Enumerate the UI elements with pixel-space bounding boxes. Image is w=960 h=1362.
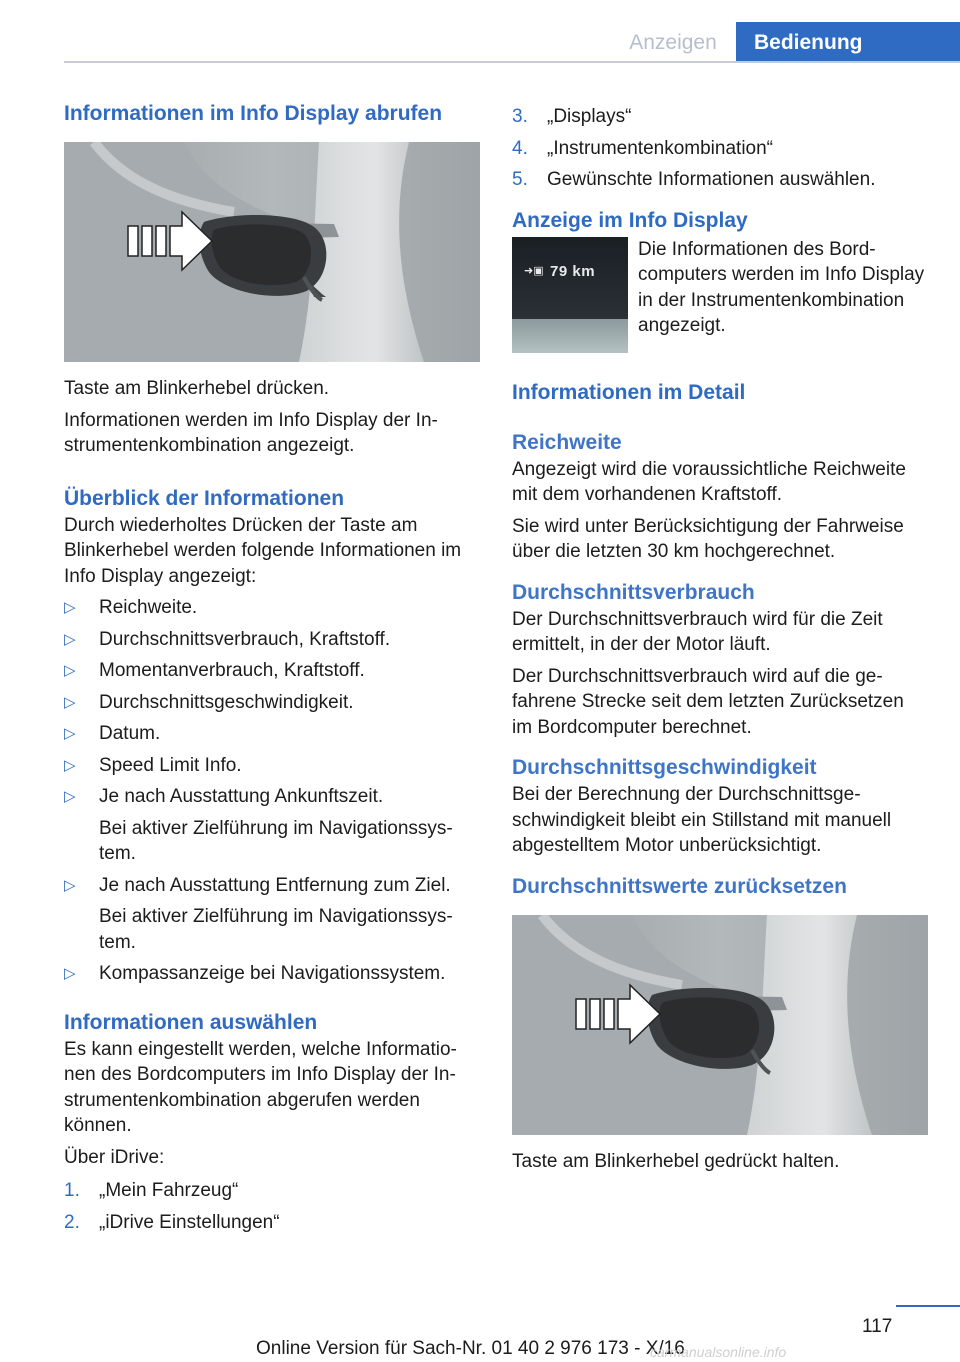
left-column: [64, 100, 480, 1241]
list-item-text: Je nach Ausstattung Entfernung zum Ziel.: [99, 874, 451, 896]
stalk-illustration: [512, 915, 928, 1135]
list-item: [64, 658, 480, 684]
heading-zuruecksetzen: Durchschnittswerte zurücksetzen: [512, 874, 847, 898]
heading-info-display-abrufen: Informationen im Info Display abrufen: [64, 102, 443, 125]
list-item: [64, 873, 480, 956]
footer-version: Online Version für Sach-Nr. 01 40 2 976 173 - X/16: [256, 1338, 685, 1359]
step-item: [64, 1210, 480, 1236]
triangle-bullet-icon: ▷: [64, 630, 76, 648]
heading-informationen-detail: Informationen im Detail: [512, 380, 746, 404]
triangle-bullet-icon: ▷: [64, 599, 76, 616]
list-item-text: Reichweite.: [99, 597, 198, 618]
step-text: „Displays“: [547, 106, 632, 127]
header-tab-bedienung: Bedienung: [736, 22, 960, 62]
text-anzeige: Die Informationen des Bordcomputers werden im Info Display in der Instrumentenkombination angezeigt.: [638, 238, 925, 336]
list-item-subtext: Bei aktiver Zielführung im Navigationssystem.: [99, 817, 453, 864]
step-item: [512, 136, 928, 162]
list-item: [64, 961, 480, 987]
display-band: [512, 319, 628, 353]
list-item: [64, 690, 480, 716]
step-number: 1.: [64, 1180, 80, 1201]
heading-reichweite: Reichweite: [512, 430, 622, 454]
text-es-kann: Es kann eingestellt werden, welche Informationen des Bordcomputers im Info Display der Instrumentenkombination abgerufen werden können.: [64, 1038, 457, 1136]
triangle-bullet-icon: ▷: [64, 756, 76, 774]
list-item-text: Speed Limit Info.: [99, 754, 242, 776]
heading-anzeige-info-display: Anzeige im Info Display: [512, 208, 748, 232]
list-item-text: Durchschnittsverbrauch, Kraftstoff.: [99, 628, 391, 650]
list-item: [64, 721, 480, 747]
list-item-text: Je nach Ausstattung Ankunftszeit.: [99, 786, 384, 807]
list-item-text: Kompassanzeige bei Navigationssystem.: [99, 963, 446, 984]
list-item-subtext: Bei aktiver Zielführung im Navigationssystem.: [99, 906, 453, 953]
text-ueber-idrive: Über iDrive:: [64, 1146, 165, 1168]
triangle-bullet-icon: ▷: [64, 876, 76, 894]
step-number: 2.: [64, 1211, 80, 1233]
text-reichweite-2: Sie wird unter Berücksichtigung der Fahrweise über die letzten 30 km hochgerechnet.: [512, 515, 904, 562]
step-number: 4.: [512, 137, 528, 159]
list-item: [64, 784, 480, 867]
heading-auswaehlen: Informationen auswählen: [64, 1010, 318, 1034]
header-tab-anzeigen: Anzeigen: [629, 31, 717, 54]
list-item-text: Datum.: [99, 723, 161, 744]
info-display-image: [512, 237, 628, 353]
fuel-range-icon: ➜▣: [524, 264, 544, 277]
figure-blinkerhebel-halten: [512, 915, 928, 1135]
display-readout: 79 km: [550, 262, 596, 280]
steps-list-left: [64, 1178, 480, 1235]
text-durch-wiederholtes: Durch wiederholtes Drücken der Taste am Blinkerhebel werden folgende Informationen im Info Display angezeigt:: [64, 514, 462, 587]
triangle-bullet-icon: ▷: [64, 788, 76, 805]
display-section: [512, 237, 928, 353]
triangle-bullet-icon: ▷: [64, 965, 76, 982]
footer-rule: [896, 1305, 960, 1307]
list-item: [64, 595, 480, 621]
right-column: [512, 100, 928, 1174]
figure-blinkerhebel-druecken: [64, 142, 480, 362]
triangle-bullet-icon: ▷: [64, 693, 76, 711]
heading-durchschnittsverbrauch: Durchschnittsverbrauch: [512, 580, 755, 604]
info-list: [64, 595, 480, 987]
step-number: 3.: [512, 106, 528, 127]
step-item: [512, 167, 928, 193]
step-item: [64, 1178, 480, 1204]
header-rule: [64, 61, 960, 63]
list-item: [64, 753, 480, 779]
text-verbrauch-2: Der Durchschnittsverbrauch wird auf die gefahrene Strecke seit dem letzten Zurücksetzen im Bordcomputer berechnet.: [512, 665, 904, 738]
text-geschwindigkeit: Bei der Berechnung der Durchschnittsgeschwindigkeit bleibt ein Stillstand mit manuell abgestelltem Motor unberücksichtigt.: [512, 784, 892, 856]
list-item-text: Durchschnittsgeschwindigkeit.: [99, 691, 354, 713]
list-item: [64, 627, 480, 653]
text-informationen-werden: Informationen werden im Info Display der Instrumentenkombination angezeigt.: [64, 409, 438, 456]
triangle-bullet-icon: ▷: [64, 725, 76, 742]
text-reichweite-1: Angezeigt wird die voraussichtliche Reichweite mit dem vorhandenen Kraftstoff.: [512, 458, 906, 505]
step-item: [512, 104, 928, 130]
text-taste-druecken: Taste am Blinkerhebel drücken.: [64, 378, 330, 399]
text-verbrauch-1: Der Durchschnittsverbrauch wird für die Zeit ermittelt, in der der Motor läuft.: [512, 608, 883, 655]
step-text: Gewünschte Informationen auswählen.: [547, 169, 876, 190]
list-item-text: Momentanverbrauch, Kraftstoff.: [99, 660, 365, 681]
step-text: „iDrive Einstellungen“: [99, 1211, 280, 1233]
step-text: „Instrumentenkombination“: [547, 137, 773, 159]
steps-list-right: [512, 104, 928, 193]
step-number: 5.: [512, 169, 528, 190]
heading-ueberblick: Überblick der Informationen: [64, 486, 345, 510]
page-number: 117: [862, 1316, 893, 1337]
stalk-illustration: [64, 142, 480, 362]
watermark: carmanualsonline.info: [650, 1344, 787, 1360]
step-text: „Mein Fahrzeug“: [99, 1180, 239, 1201]
triangle-bullet-icon: ▷: [64, 662, 76, 679]
text-gedrueckt-halten: Taste am Blinkerhebel gedrückt halten.: [512, 1150, 840, 1172]
heading-durchschnittsgeschwindigkeit: Durchschnittsgeschwindigkeit: [512, 756, 817, 779]
